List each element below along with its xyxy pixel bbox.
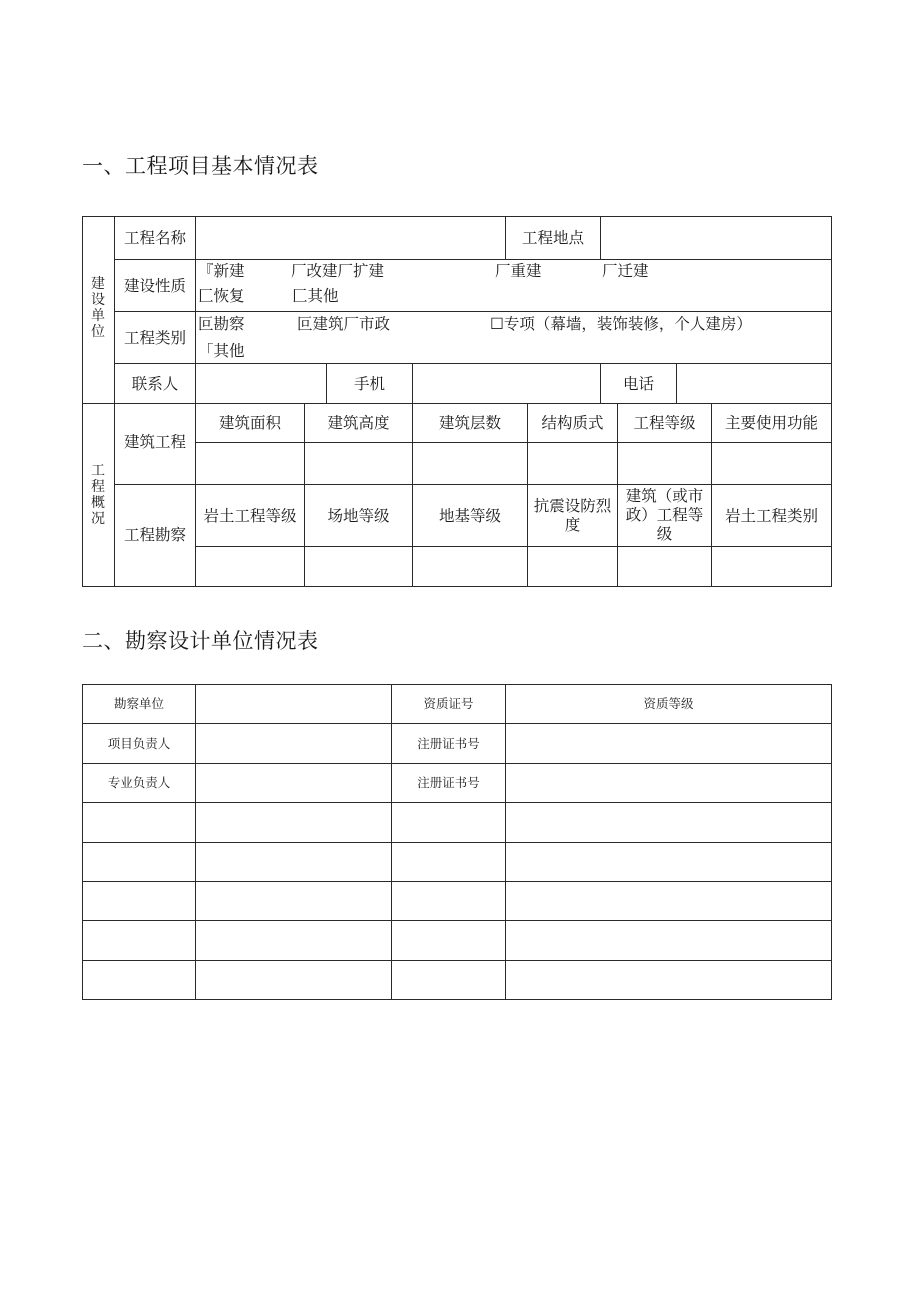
header-building-floors: 建筑层数 [438,414,501,432]
header-structure-type: 结构质式 [541,414,604,432]
table1-rule [114,311,832,312]
option-relocate[interactable]: 厂迁建 [602,262,649,280]
header-geotech-grade: 岩土工程等级 [203,506,297,525]
table2-border-right [831,684,832,1000]
option-special[interactable]: ☐专项（幕墙，装饰装修，个人建房） [490,315,752,333]
project-leader-label: 项目负责人 [107,736,171,751]
section1-heading: 一、工程项目基本情况表 [82,154,319,178]
foundation-grade-field[interactable] [413,547,527,586]
geotech-category-field[interactable] [712,547,831,586]
phone-field[interactable] [677,364,831,403]
header-building-area: 建筑面积 [218,414,281,432]
project-name-label: 工程名称 [123,229,186,247]
building-area-field[interactable] [196,443,304,484]
option-restore[interactable]: 匚恢复 [198,287,245,305]
project-type-label: 工程类别 [123,328,186,347]
survey-unit-label: 勘察单位 [113,697,164,711]
survey-design-unit-table [82,684,832,1000]
option-other-type[interactable]: 「其他 [198,342,245,360]
option-new-build[interactable]: 『新建 [198,262,245,280]
building-floors-field[interactable] [413,443,527,484]
table1-border-left [82,216,83,587]
building-height-field[interactable] [305,443,412,484]
phone-label: 电话 [622,374,654,393]
seismic-intensity-field[interactable] [528,547,617,586]
survey-unit-field[interactable] [196,685,391,723]
header-main-function: 主要使用功能 [724,414,818,432]
section2-heading: 二、勘察设计单位情况表 [82,629,319,653]
mobile-field[interactable] [413,364,600,403]
group-label-construction-unit: 建设单位 [91,276,105,340]
main-function-field[interactable] [712,443,831,484]
table1-border-right [831,216,832,587]
blank-cell[interactable] [83,921,195,960]
registration-cert-label: 注册证书号 [417,736,480,751]
survey-engineering-label: 工程勘察 [123,526,186,544]
professional-leader-field[interactable] [196,764,391,802]
contact-field[interactable] [196,364,326,403]
header-foundation-grade: 地基等级 [438,506,501,525]
project-leader-field[interactable] [196,724,391,763]
registration-cert-label-2: 注册证书号 [417,776,480,790]
building-engineering-label: 建筑工程 [123,433,186,451]
option-reconstruct[interactable]: 厂重建 [495,262,542,280]
header-project-grade: 工程等级 [633,414,696,432]
mobile-label: 手机 [353,374,385,393]
blank-cell[interactable] [83,803,195,842]
qualification-cert-label: 资质证号 [423,697,474,711]
project-location-label: 工程地点 [521,229,584,247]
header-seismic-intensity: 抗震设防烈度 [533,496,612,534]
project-name-field[interactable] [196,217,505,259]
blank-cell[interactable] [83,882,195,920]
qualification-level-label: 资质等级 [643,697,694,711]
header-geotech-category: 岩土工程类别 [724,506,818,525]
blank-cell[interactable] [83,843,195,881]
option-building-municipal[interactable]: 叵建筑厂市政 [297,315,391,333]
header-site-grade: 场地等级 [327,506,390,525]
option-other-nature[interactable]: 匚其他 [292,287,339,305]
geotech-grade-field[interactable] [196,547,304,586]
project-grade-field[interactable] [618,443,711,484]
option-rebuild-expand[interactable]: 厂改建厂扩建 [291,262,385,280]
site-grade-field[interactable] [305,547,412,586]
professional-leader-label: 专业负责人 [107,776,171,790]
header-building-municipal-grade: 建筑（或市政）工程等级 [625,487,704,543]
option-survey[interactable]: 叵勘察 [198,315,245,333]
building-municipal-grade-field[interactable] [618,547,711,586]
registration-cert-field-2[interactable] [506,764,831,802]
project-location-field[interactable] [601,217,831,259]
registration-cert-field[interactable] [506,724,831,763]
header-building-height: 建筑高度 [327,414,390,432]
structure-type-field[interactable] [528,443,617,484]
blank-cell[interactable] [83,961,195,999]
group-label-project-overview: 工程概况 [91,463,105,527]
contact-label: 联系人 [131,374,179,393]
construction-nature-label: 建设性质 [123,276,186,295]
table1-rule [114,259,832,260]
project-basic-info-table [82,216,832,587]
